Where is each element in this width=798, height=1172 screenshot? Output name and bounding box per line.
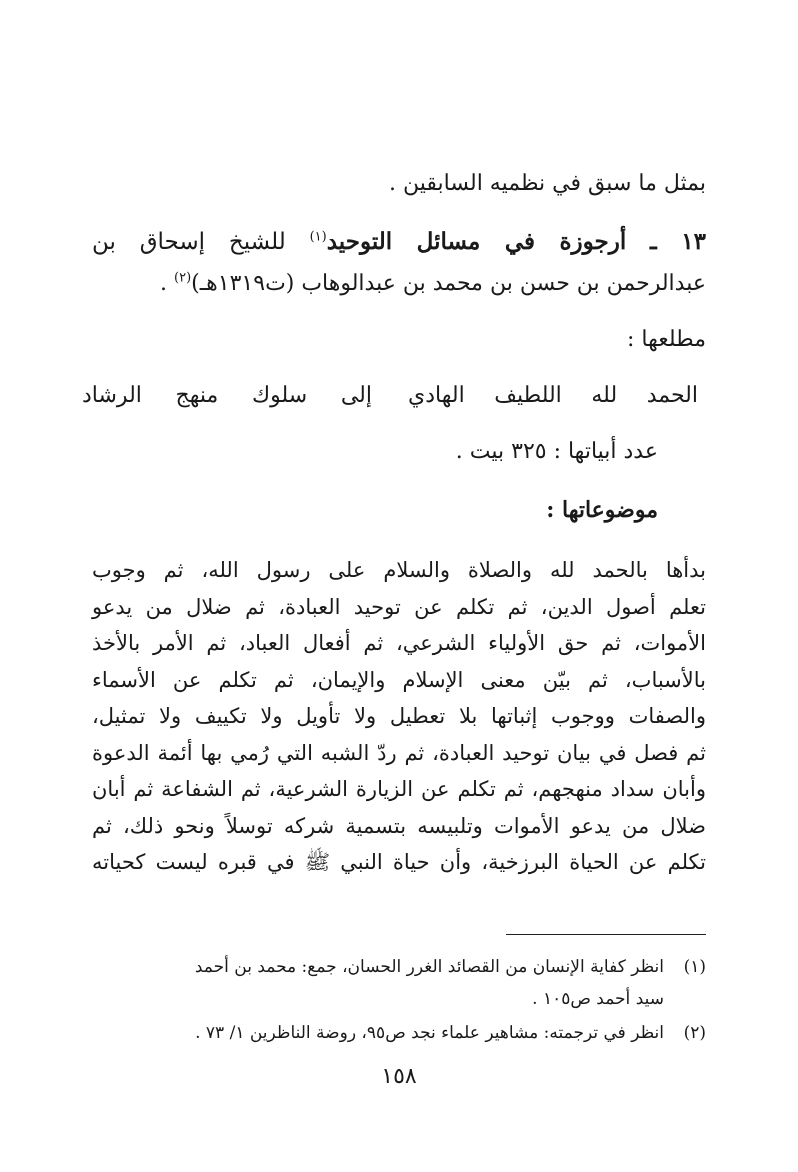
paragraph-line: بدأها بالحمد لله والصلاة والسلام على رسول الله، ثم وجوب xyxy=(92,558,706,582)
footnote-1-continuation: سيد أحمد ص١٠٥ . xyxy=(532,989,664,1009)
entry-heading xyxy=(92,222,706,262)
footnote-ref-2[interactable]: (٢) xyxy=(174,270,192,286)
entry-author-line xyxy=(92,264,706,304)
paragraph-line: والصفات ووجوب إثباتها بلا تعطيل ولا تأويل ولا تكييف ولا تمثيل، xyxy=(92,704,706,728)
paragraph-line: الأموات، ثم حق الأولياء الشرعي، ثم أفعال العباد، ثم الأمر بالأخذ xyxy=(92,631,706,655)
opening-label: مطلعها : xyxy=(627,327,706,352)
paragraph-line: ثم فصل في بيان توحيد العبادة، ثم ردّ الشبه التي رُمي بها أئمة الدعوة xyxy=(92,740,706,765)
entry-number: ١٣ ـ xyxy=(650,228,706,255)
entry-author-start: للشيخ إسحاق بن xyxy=(92,229,286,255)
footnote-2-text: انظر في ترجمته: مشاهير علماء نجد ص٩٥، روضة الناظرين ١/ ٧٣ . xyxy=(195,1023,664,1043)
opening-verse xyxy=(82,376,698,416)
footnote-1 xyxy=(92,952,706,982)
page-number: ١٥٨ xyxy=(381,1064,417,1089)
verse-second-hemistich: إلى سلوك منهج الرشاد xyxy=(82,383,372,408)
footnote-2-number: (٢) xyxy=(683,1023,706,1043)
footnote-1-number: (١) xyxy=(683,957,706,977)
intro-line: بمثل ما سبق في نظميه السابقين . xyxy=(389,171,706,196)
paragraph-line: بالأسباب، ثم بيّن معنى الإسلام والإيمان، ثم تكلم عن الأسماء xyxy=(92,667,706,692)
verse-first-hemistich: الحمد لله اللطيف الهادي xyxy=(408,383,698,408)
topics-paragraph xyxy=(92,552,706,881)
footnote-1-text: انظر كفاية الإنسان من القصائد الغرر الحسان، جمع: محمد بن أحمد xyxy=(194,957,664,977)
entry-title: أرجوزة في مسائل التوحيد xyxy=(326,228,627,255)
paragraph-line: تكلم عن الحياة البرزخية، وأن حياة النبي ﷺ في قبره ليست كحياته xyxy=(92,850,706,874)
verse-count: عدد أبياتها : ٣٢٥ بيت . xyxy=(455,439,658,464)
footnote-separator xyxy=(506,934,706,935)
entry-author-rest: عبدالرحمن بن حسن بن محمد بن عبدالوهاب (ت١٣١٩هـ) xyxy=(191,271,706,296)
paragraph-line: وأبان سداد منهجهم، ثم تكلم عن الزيارة الشرعية، ثم الشفاعة ثم أبان xyxy=(92,777,706,801)
footnote-ref-1[interactable]: (١) xyxy=(309,229,327,245)
entry-line-end: . xyxy=(160,271,175,296)
paragraph-line: تعلم أصول الدين، ثم تكلم عن توحيد العبادة، ثم ضلال من يدعو xyxy=(92,594,706,619)
topics-label: موضوعاتها : xyxy=(546,497,658,523)
footnote-2 xyxy=(92,1018,706,1048)
paragraph-line: ضلال من يدعو الأموات وتلبيسه بتسمية شركه توسلاً ونحو ذلك، ثم xyxy=(92,813,706,838)
